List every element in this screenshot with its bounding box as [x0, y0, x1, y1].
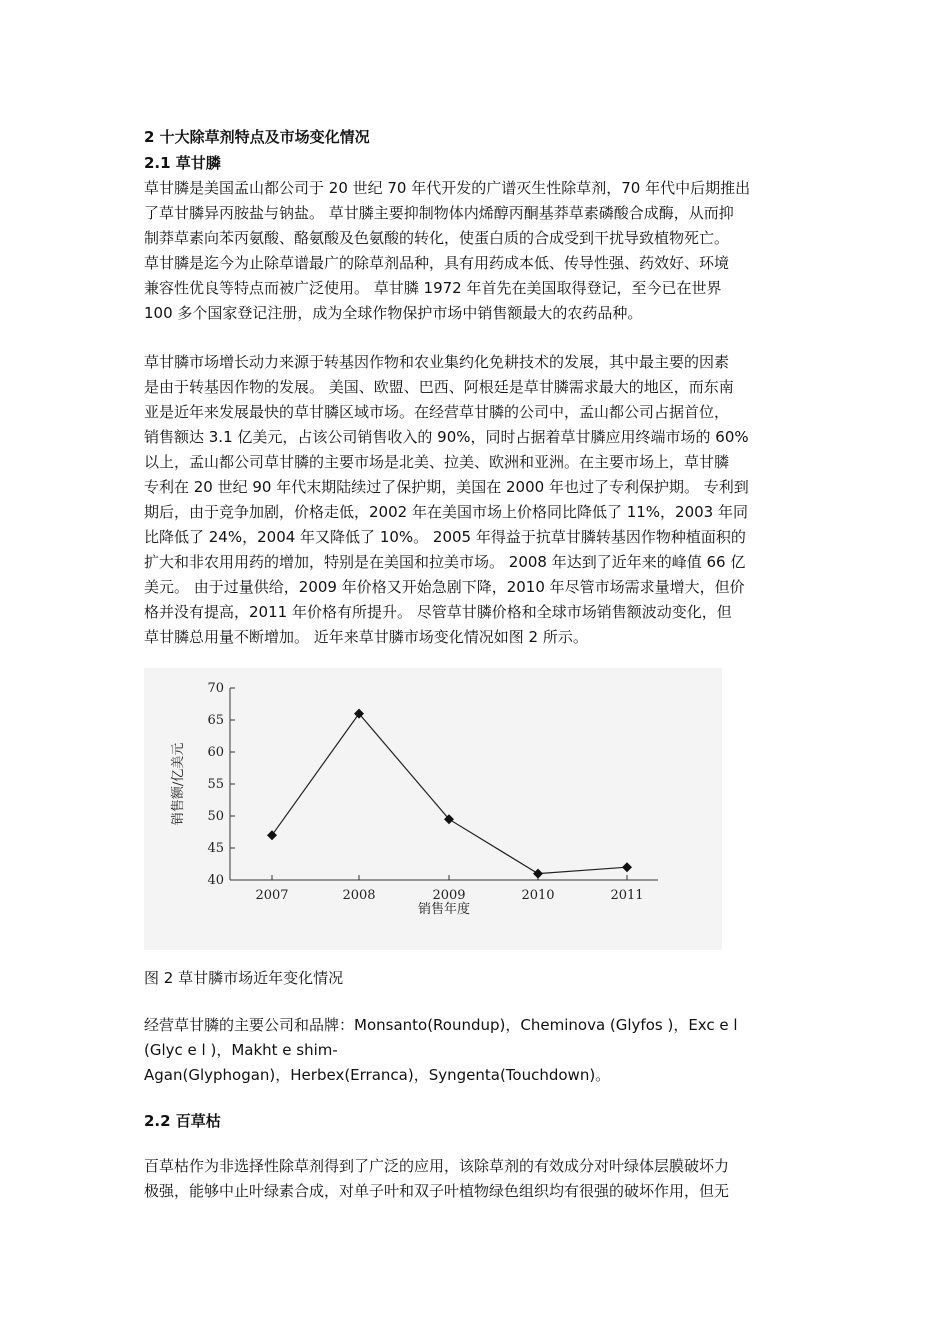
- paragraph-paraquat: 百草枯作为非选择性除草剂得到了广泛的应用，该除草剂的有效成分对叶绿体层膜破坏力 极强，能够中止叶绿素合成，对单子叶和双子叶植物绿色组织均有很强的破坏作用，但无: [144, 1157, 730, 1200]
- x-tick-label: 2010: [521, 888, 555, 903]
- y-tick-label: 60: [207, 745, 224, 760]
- x-tick-label: 2007: [255, 888, 289, 903]
- subsection-title-glyphosate: 2.1 草甘膦: [144, 154, 221, 172]
- x-tick-label: 2009: [432, 888, 466, 903]
- y-tick-label: 70: [207, 681, 224, 696]
- line-chart: [144, 668, 722, 950]
- data-point-marker: [533, 869, 543, 879]
- figure-chart: [144, 668, 722, 950]
- y-axis-label: 销售额/亿美元: [171, 742, 186, 826]
- data-point-marker: [267, 830, 277, 840]
- y-tick-label: 40: [207, 873, 224, 888]
- paragraph-companies: 经营草甘膦的主要公司和品牌：Monsanto(Roundup)，Cheminova (Glyfos )，Exc e l (Glyc e l )，Makht e shim- Agan(Glyphogan)，Herbex(Erranca)，Syngenta(Touchdown)。: [144, 1016, 738, 1084]
- subsection-title-paraquat: 2.2 百草枯: [144, 1112, 221, 1130]
- x-tick-label: 2011: [610, 888, 644, 903]
- article-body: [144, 124, 814, 1204]
- y-tick-label: 65: [207, 713, 224, 728]
- x-axis-label: 销售年度: [417, 902, 471, 917]
- series-line: [272, 714, 627, 874]
- y-tick-label: 45: [207, 841, 224, 856]
- x-tick-label: 2008: [342, 888, 376, 903]
- y-tick-label: 55: [207, 777, 224, 792]
- section-title: 2 十大除草剂特点及市场变化情况: [144, 128, 370, 146]
- paragraph-market: 草甘膦市场增长动力来源于转基因作物和农业集约化免耕技术的发展，其中最主要的因素 是由于转基因作物的发展。 美国、欧盟、巴西、阿根廷是草甘膦需求最大的地区，而东南 亚是近年来发展最快的草甘膦区域市场。在经营草甘膦的公司中，孟山都公司占据首位， 销售额达 3.1 亿美元，占该公司销售收入的 90%，同时占据着草甘膦应用终端市场的 60% 以上，孟山都公司草甘膦的主要市场是北美、拉美、欧洲和亚洲。在主要市场上，草甘膦 专利在 20 世纪 90 年代末期陆续过了保护期，美国在 2000 年也过了专利保护期。 专利到 期后，由于竞争加剧，价格走低，2002 年在美国市场上价格同比降低了 11%，2003 年同 比降低了 24%，2004 年又降低了 10%。 2005 年得益于抗草甘膦转基因作物种植面积的 扩大和非农用用药的增加，特别是在美国和拉美市场。 2008 年达到了近年来的峰值 66 亿 美元。 由于过量供给，2009 年价格又开始急剧下降，2010 年尽管市场需求量增大，但价 格并没有提高，2011 年价格有所提升。 尽管草甘膦价格和全球市场销售额波动变化，但 草甘膦总用量不断增加。 近年来草甘膦市场变化情况如图 2 所示。: [144, 353, 749, 646]
- paragraph-intro: 草甘膦是美国孟山都公司于 20 世纪 70 年代开发的广谱灭生性除草剂，70 年代中后期推出 了草甘膦异丙胺盐与钠盐。 草甘膦主要抑制物体内烯醇丙酮基莽草素磷酸合成酶，从而抑 制莽草素向苯丙氨酸、酪氨酸及色氨酸的转化，使蛋白质的合成受到干扰导致植物死亡。 草甘膦是迄今为止除草谱最广的除草剂品种，具有用药成本低、传导性强、药效好、环境 兼容性优良等特点而被广泛使用。 草甘膦 1972 年首先在美国取得登记，至今已在世界 100 多个国家登记注册，成为全球作物保护市场中销售额最大的农药品种。: [144, 179, 751, 322]
- data-point-marker: [622, 862, 632, 872]
- figure-caption: 图 2 草甘膦市场近年变化情况: [144, 969, 344, 987]
- y-tick-label: 50: [207, 809, 224, 824]
